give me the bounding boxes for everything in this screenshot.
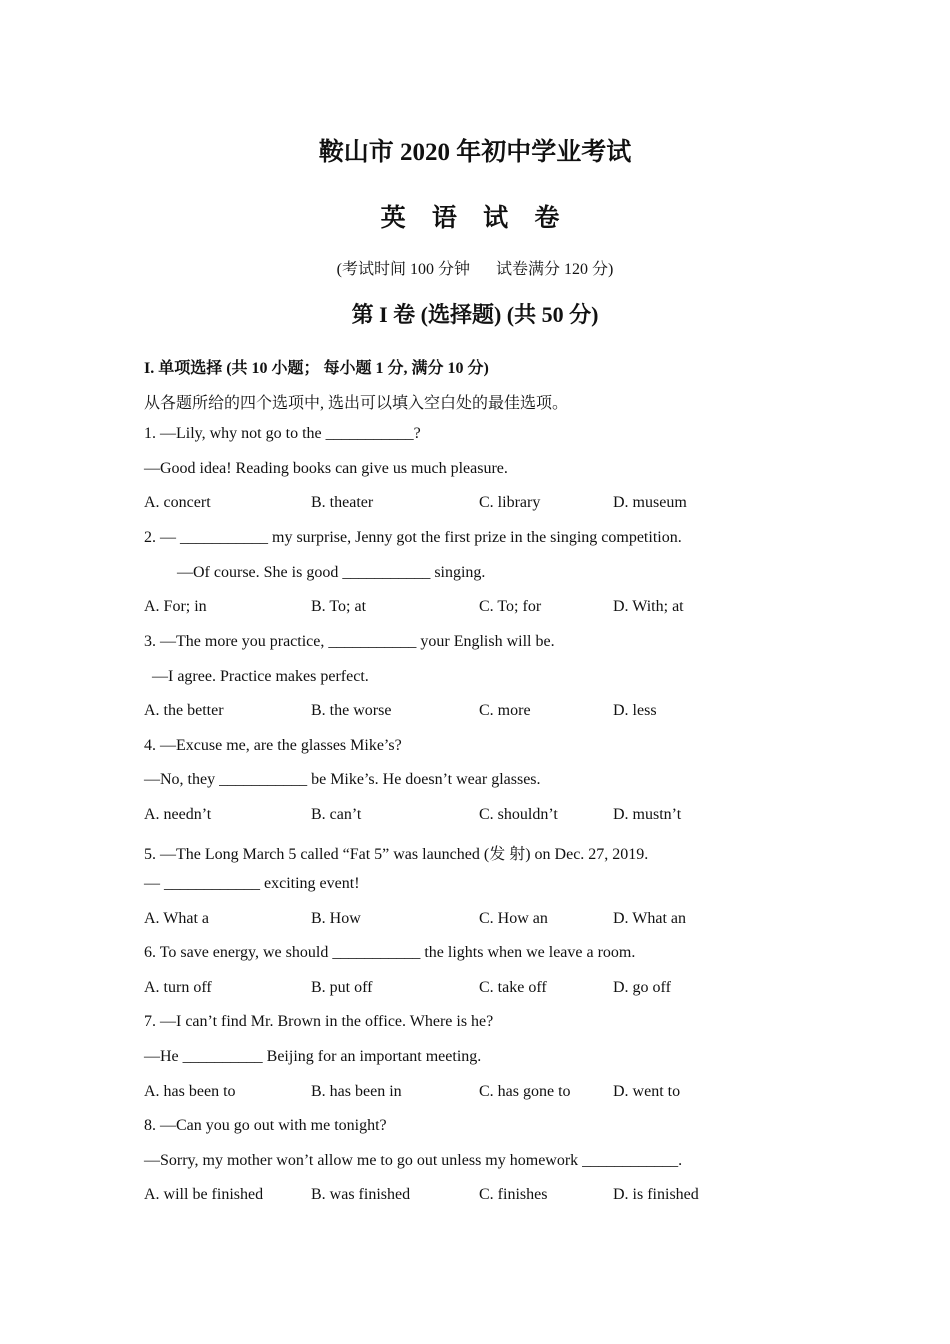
question-6-prompt: 6. To save energy, we should ___________ the lights when we leave a room.	[144, 944, 636, 961]
question-2-option-d: D. With; at	[613, 598, 684, 615]
exam-title: 鞍山市 2020 年初中学业考试	[318, 139, 632, 166]
section-heading: I. 单项选择 (共 10 小题； 每小题 1 分, 满分 10 分)	[144, 360, 489, 377]
question-4-option-b: B. can’t	[311, 806, 362, 823]
question-5-prompt: 5. —The Long March 5 called “Fat 5” was launched (发 射) on Dec. 27, 2019.	[144, 846, 649, 863]
question-7-reply: —He __________ Beijing for an important meeting.	[144, 1048, 482, 1065]
question-2-prompt: 2. — ___________ my surprise, Jenny got the first prize in the singing competition.	[144, 529, 682, 546]
question-8-option-b: B. was finished	[311, 1186, 411, 1203]
subject-title: 英 语 试 卷	[380, 205, 570, 232]
question-2-option-b: B. To; at	[311, 598, 367, 615]
section-instruction: 从各题所给的四个选项中, 选出可以填入空白处的最佳选项。	[144, 395, 569, 412]
question-3-prompt: 3. —The more you practice, ___________ your English will be.	[144, 633, 555, 650]
question-1-reply: —Good idea! Reading books can give us much pleasure.	[144, 460, 508, 477]
score-info: 试卷满分 120 分)	[496, 261, 614, 278]
question-6-option-d: D. go off	[613, 979, 671, 996]
question-8-prompt: 8. —Can you go out with me tonight?	[144, 1117, 387, 1134]
question-8-option-c: C. finishes	[479, 1186, 548, 1203]
question-4-reply: —No, they ___________ be Mike’s. He doesn’t wear glasses.	[144, 771, 541, 788]
time-info: (考试时间 100 分钟	[336, 261, 470, 278]
question-4-option-d: D. mustn’t	[613, 806, 682, 823]
question-5-option-a: A. What a	[144, 910, 210, 927]
question-6-option-b: B. put off	[311, 979, 373, 996]
question-5-option-c: C. How an	[479, 910, 548, 927]
question-1-option-c: C. library	[479, 494, 541, 511]
question-8-option-d: D. is finished	[613, 1186, 699, 1203]
exam-info	[0, 256, 950, 279]
question-7-option-a: A. has been to	[144, 1083, 236, 1100]
question-5-option-b: B. How	[311, 910, 361, 927]
question-7-option-d: D. went to	[613, 1083, 681, 1100]
question-7-option-c: C. has gone to	[479, 1083, 571, 1100]
question-3-option-a: A. the better	[144, 702, 224, 719]
question-7-prompt: 7. —I can’t find Mr. Brown in the office. Where is he?	[144, 1013, 494, 1030]
question-6-option-a: A. turn off	[144, 979, 212, 996]
question-7-option-b: B. has been in	[311, 1083, 402, 1100]
question-3-reply: —I agree. Practice makes perfect.	[152, 668, 369, 685]
question-4-option-a: A. needn’t	[144, 806, 212, 823]
question-5-reply: — ____________ exciting event!	[144, 875, 360, 892]
question-2-option-c: C. To; for	[479, 598, 542, 615]
question-6-option-c: C. take off	[479, 979, 547, 996]
question-3-option-d: D. less	[613, 702, 657, 719]
question-2-option-a: A. For; in	[144, 598, 207, 615]
question-1-prompt: 1. —Lily, why not go to the ___________?	[144, 425, 421, 442]
part-title: 第 I 卷 (选择题) (共 50 分)	[351, 302, 599, 327]
question-1-option-d: D. museum	[613, 494, 687, 511]
question-1-option-b: B. theater	[311, 494, 374, 511]
question-8-reply: —Sorry, my mother won’t allow me to go out unless my homework ____________.	[144, 1152, 683, 1169]
question-1-option-a: A. concert	[144, 494, 211, 511]
question-3-option-c: C. more	[479, 702, 531, 719]
question-2-reply: —Of course. She is good ___________ singing.	[177, 564, 486, 581]
question-5-option-d: D. What an	[613, 910, 687, 927]
question-4-prompt: 4. —Excuse me, are the glasses Mike’s?	[144, 737, 402, 754]
question-4-option-c: C. shouldn’t	[479, 806, 558, 823]
question-3-option-b: B. the worse	[311, 702, 392, 719]
question-8-option-a: A. will be finished	[144, 1186, 264, 1203]
